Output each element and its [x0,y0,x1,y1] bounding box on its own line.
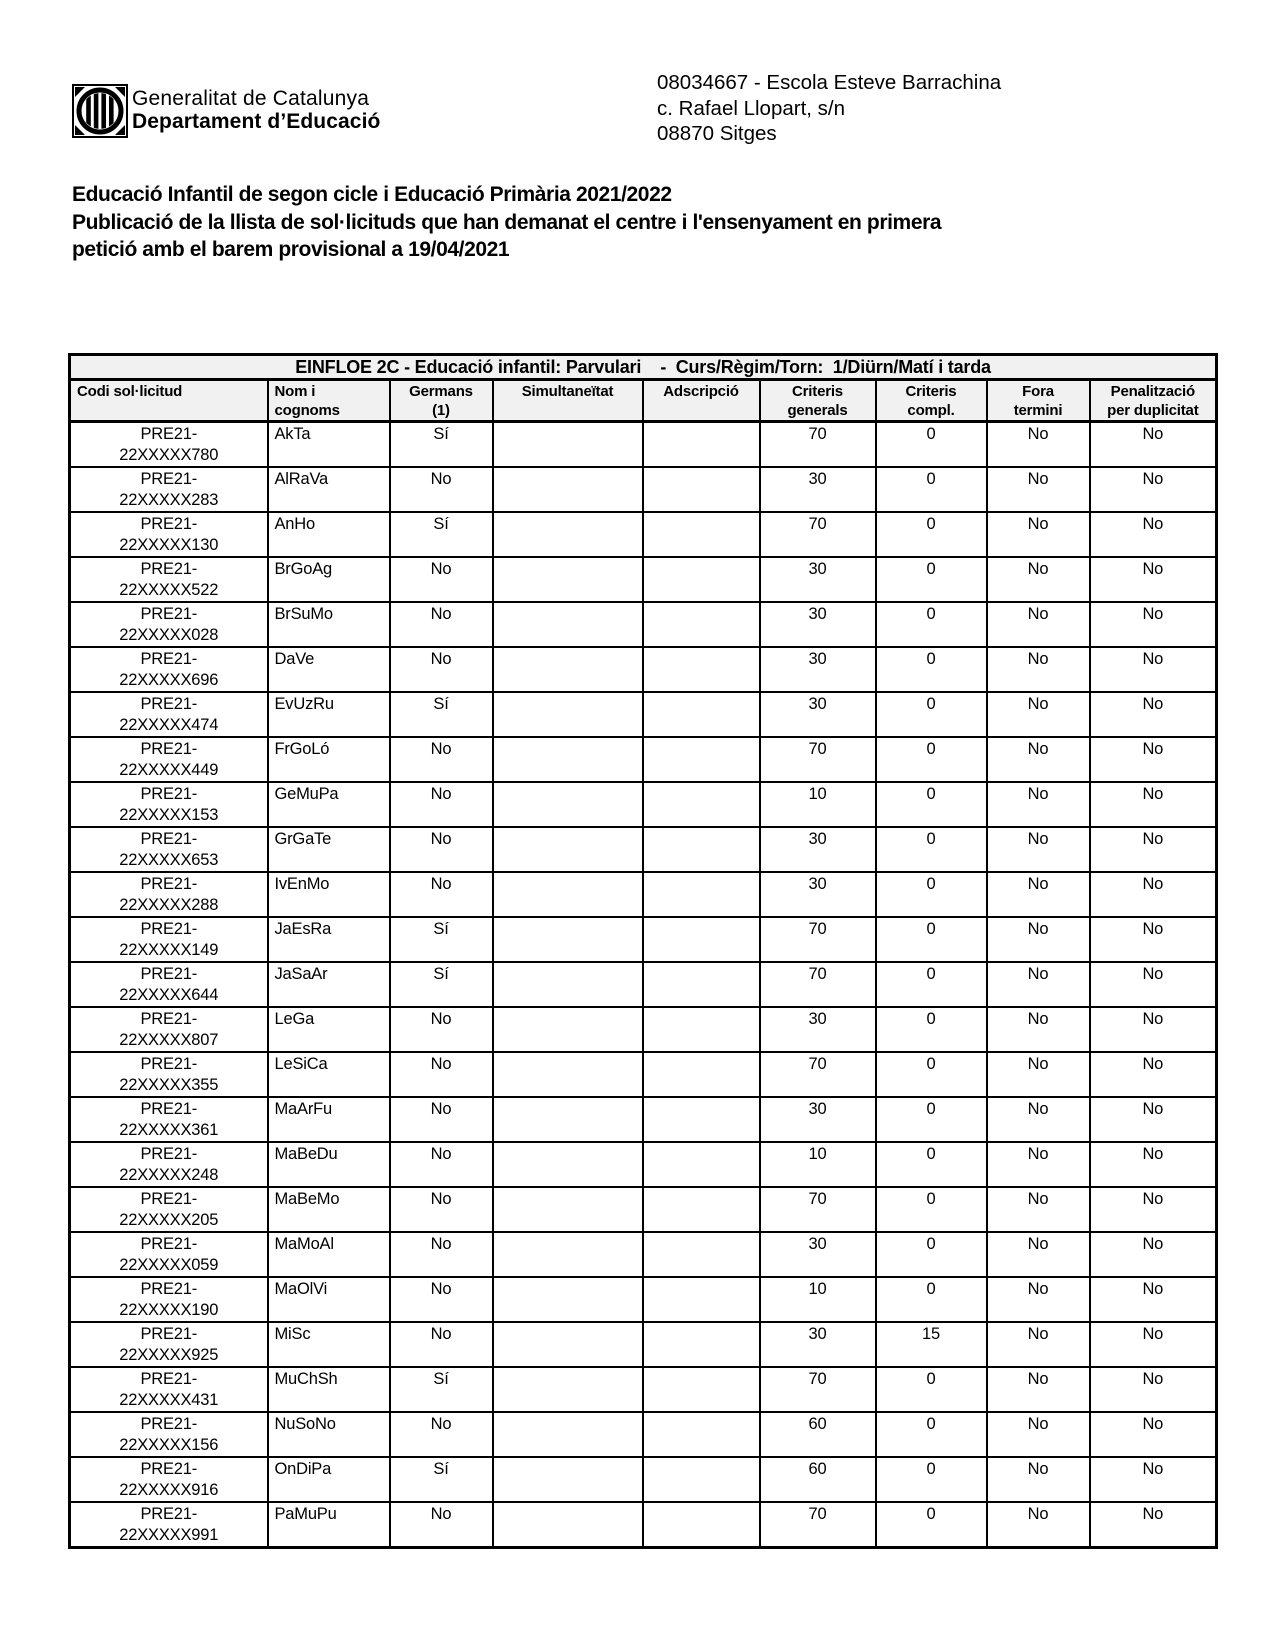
cell-simultaneitat [493,827,643,872]
table-row [70,1097,1217,1142]
cell-criteris-generals: 30 [760,692,876,737]
cell-criteris-compl: 0 [876,1142,987,1187]
col-header-codi: Codi sol·licitud [70,380,268,422]
cell-criteris-generals: 30 [760,602,876,647]
cell-adscripcio [643,692,760,737]
table-row [70,1322,1217,1367]
cell-germans: No [390,827,493,872]
col-header-germans: Germans (1) [390,380,493,422]
cell-simultaneitat [493,872,643,917]
cell-adscripcio [643,647,760,692]
cell-criteris-generals: 30 [760,1232,876,1277]
cell-codi-sollicitud: PRE21- 22XXXXX644 [70,962,268,1007]
cell-germans: No [390,1007,493,1052]
cell-fora-termini: No [987,1142,1090,1187]
cell-criteris-generals: 70 [760,917,876,962]
cell-criteris-compl: 0 [876,1367,987,1412]
cell-penalitzacio: No [1090,737,1217,782]
cell-simultaneitat [493,602,643,647]
cell-germans: No [390,602,493,647]
cell-adscripcio [643,1502,760,1548]
cell-simultaneitat [493,647,643,692]
cell-germans: No [390,557,493,602]
group-header: EINFLOE 2C - Educació infantil: Parvulari - Curs/Règim/Torn: 1/Diürn/Matí i tarda [70,355,1217,380]
brand-org-name: Generalitat de Catalunya [132,87,370,110]
cell-penalitzacio: No [1090,1052,1217,1097]
cell-codi-sollicitud: PRE21- 22XXXXX205 [70,1187,268,1232]
table-row [70,872,1217,917]
cell-criteris-generals: 30 [760,1097,876,1142]
cell-codi-sollicitud: PRE21- 22XXXXX156 [70,1412,268,1457]
table-row [70,467,1217,512]
cell-fora-termini: No [987,872,1090,917]
cell-criteris-compl: 0 [876,782,987,827]
cell-nom-cognoms: MiSc [268,1322,390,1367]
table-row [70,692,1217,737]
cell-codi-sollicitud: PRE21- 22XXXXX474 [70,692,268,737]
cell-fora-termini: No [987,1232,1090,1277]
cell-criteris-compl: 0 [876,692,987,737]
table-row [70,557,1217,602]
cell-criteris-compl: 0 [876,1187,987,1232]
cell-germans: No [390,1277,493,1322]
table-row [70,647,1217,692]
cell-simultaneitat [493,1232,643,1277]
cell-fora-termini: No [987,782,1090,827]
cell-criteris-compl: 15 [876,1322,987,1367]
cell-adscripcio [643,602,760,647]
cell-nom-cognoms: LeGa [268,1007,390,1052]
cell-germans: No [390,1232,493,1277]
school-city: 08870 Sitges [657,122,777,145]
cell-fora-termini: No [987,1367,1090,1412]
table-row [70,1007,1217,1052]
cell-adscripcio [643,827,760,872]
cell-simultaneitat [493,512,643,557]
cell-penalitzacio: No [1090,1367,1217,1412]
col-header-nom: Nom i cognoms [268,380,390,422]
table-row [70,782,1217,827]
cell-adscripcio [643,1457,760,1502]
cell-codi-sollicitud: PRE21- 22XXXXX190 [70,1277,268,1322]
cell-nom-cognoms: GeMuPa [268,782,390,827]
cell-adscripcio [643,782,760,827]
cell-nom-cognoms: LeSiCa [268,1052,390,1097]
cell-criteris-compl: 0 [876,1007,987,1052]
cell-germans: No [390,1502,493,1548]
page-title [72,181,941,264]
cell-simultaneitat [493,1457,643,1502]
cell-germans: Sí [390,512,493,557]
cell-criteris-compl: 0 [876,1457,987,1502]
table-row [70,1502,1217,1548]
cell-germans: No [390,647,493,692]
cell-penalitzacio: No [1090,1502,1217,1548]
cell-nom-cognoms: JaSaAr [268,962,390,1007]
cell-germans: Sí [390,1457,493,1502]
cell-criteris-compl: 0 [876,827,987,872]
cell-codi-sollicitud: PRE21- 22XXXXX149 [70,917,268,962]
table-row [70,1187,1217,1232]
school-address [657,70,1001,147]
cell-fora-termini: No [987,602,1090,647]
cell-criteris-compl: 0 [876,512,987,557]
cell-criteris-generals: 60 [760,1412,876,1457]
cell-penalitzacio: No [1090,1412,1217,1457]
cell-nom-cognoms: BrGoAg [268,557,390,602]
cell-codi-sollicitud: PRE21- 22XXXXX449 [70,737,268,782]
cell-nom-cognoms: DaVe [268,647,390,692]
cell-simultaneitat [493,1277,643,1322]
cell-simultaneitat [493,692,643,737]
cell-germans: No [390,1142,493,1187]
cell-simultaneitat [493,1187,643,1232]
cell-criteris-generals: 70 [760,962,876,1007]
cell-nom-cognoms: OnDiPa [268,1457,390,1502]
table-row [70,1412,1217,1457]
table-body [70,422,1217,1548]
cell-penalitzacio: No [1090,602,1217,647]
cell-codi-sollicitud: PRE21- 22XXXXX028 [70,602,268,647]
cell-nom-cognoms: MaMoAl [268,1232,390,1277]
cell-codi-sollicitud: PRE21- 22XXXXX916 [70,1457,268,1502]
cell-adscripcio [643,1007,760,1052]
cell-codi-sollicitud: PRE21- 22XXXXX130 [70,512,268,557]
cell-germans: No [390,1052,493,1097]
cell-nom-cognoms: BrSuMo [268,602,390,647]
cell-adscripcio [643,1142,760,1187]
cell-criteris-generals: 30 [760,827,876,872]
cell-penalitzacio: No [1090,1232,1217,1277]
cell-fora-termini: No [987,422,1090,468]
cell-simultaneitat [493,557,643,602]
cell-simultaneitat [493,467,643,512]
cell-adscripcio [643,1052,760,1097]
cell-fora-termini: No [987,1277,1090,1322]
table-row [70,1277,1217,1322]
cell-germans: Sí [390,917,493,962]
cell-criteris-compl: 0 [876,1097,987,1142]
cell-germans: No [390,782,493,827]
cell-adscripcio [643,1187,760,1232]
cell-fora-termini: No [987,1322,1090,1367]
school-street: c. Rafael Llopart, s/n [657,96,846,120]
cell-adscripcio [643,1367,760,1412]
cell-simultaneitat [493,1322,643,1367]
cell-nom-cognoms: AnHo [268,512,390,557]
cell-adscripcio [643,1277,760,1322]
table-row [70,917,1217,962]
cell-germans: No [390,737,493,782]
brand-dept-name: Departament d’Educació [132,110,381,133]
table-row [70,737,1217,782]
cell-simultaneitat [493,1007,643,1052]
cell-codi-sollicitud: PRE21- 22XXXXX991 [70,1502,268,1548]
col-header-simultaneitat: Simultaneïtat [493,380,643,422]
title-line-1: Educació Infantil de segon cicle i Educació Primària 2021/2022 [72,183,672,206]
cell-criteris-generals: 10 [760,782,876,827]
cell-adscripcio [643,962,760,1007]
cell-criteris-compl: 0 [876,737,987,782]
cell-penalitzacio: No [1090,692,1217,737]
cell-criteris-compl: 0 [876,1232,987,1277]
cell-criteris-compl: 0 [876,422,987,468]
cell-criteris-generals: 10 [760,1142,876,1187]
cell-codi-sollicitud: PRE21- 22XXXXX283 [70,467,268,512]
cell-penalitzacio: No [1090,1007,1217,1052]
cell-fora-termini: No [987,1007,1090,1052]
cell-germans: Sí [390,962,493,1007]
cell-penalitzacio: No [1090,647,1217,692]
cell-simultaneitat [493,1502,643,1548]
cell-germans: No [390,467,493,512]
cell-germans: No [390,872,493,917]
cell-adscripcio [643,737,760,782]
cell-germans: No [390,1187,493,1232]
cell-adscripcio [643,512,760,557]
brand-text [132,87,380,133]
cell-adscripcio [643,422,760,468]
cell-fora-termini: No [987,647,1090,692]
school-code-name: 08034667 - Escola Esteve Barrachina [657,71,1002,94]
cell-nom-cognoms: FrGoLó [268,737,390,782]
cell-fora-termini: No [987,1457,1090,1502]
cell-germans: No [390,1412,493,1457]
cell-simultaneitat [493,1367,643,1412]
cell-penalitzacio: No [1090,782,1217,827]
cell-adscripcio [643,467,760,512]
table-row [70,1142,1217,1187]
cell-simultaneitat [493,422,643,468]
cell-germans: Sí [390,422,493,468]
cell-penalitzacio: No [1090,512,1217,557]
table-row [70,827,1217,872]
cell-germans: Sí [390,1367,493,1412]
cell-nom-cognoms: JaEsRa [268,917,390,962]
cell-criteris-compl: 0 [876,1052,987,1097]
cell-criteris-generals: 70 [760,737,876,782]
cell-penalitzacio: No [1090,1187,1217,1232]
cell-simultaneitat [493,962,643,1007]
col-header-adscripcio: Adscripció [643,380,760,422]
cell-criteris-generals: 30 [760,557,876,602]
cell-nom-cognoms: IvEnMo [268,872,390,917]
cell-criteris-generals: 60 [760,1457,876,1502]
cell-criteris-compl: 0 [876,467,987,512]
cell-penalitzacio: No [1090,1142,1217,1187]
table-row [70,512,1217,557]
cell-simultaneitat [493,917,643,962]
col-header-fora-termini: Fora termini [987,380,1090,422]
group-header-row [70,355,1217,380]
cell-criteris-generals: 30 [760,1322,876,1367]
cell-criteris-generals: 70 [760,1502,876,1548]
table-row [70,1367,1217,1412]
cell-codi-sollicitud: PRE21- 22XXXXX807 [70,1007,268,1052]
cell-germans: Sí [390,692,493,737]
cell-codi-sollicitud: PRE21- 22XXXXX925 [70,1322,268,1367]
cell-simultaneitat [493,1412,643,1457]
cell-penalitzacio: No [1090,1277,1217,1322]
cell-fora-termini: No [987,1097,1090,1142]
cell-penalitzacio: No [1090,422,1217,468]
cell-simultaneitat [493,1142,643,1187]
cell-codi-sollicitud: PRE21- 22XXXXX355 [70,1052,268,1097]
cell-germans: No [390,1322,493,1367]
cell-adscripcio [643,557,760,602]
cell-nom-cognoms: EvUzRu [268,692,390,737]
cell-codi-sollicitud: PRE21- 22XXXXX653 [70,827,268,872]
cell-criteris-compl: 0 [876,1277,987,1322]
cell-codi-sollicitud: PRE21- 22XXXXX153 [70,782,268,827]
cell-penalitzacio: No [1090,467,1217,512]
cell-fora-termini: No [987,512,1090,557]
cell-fora-termini: No [987,1052,1090,1097]
cell-fora-termini: No [987,962,1090,1007]
cell-fora-termini: No [987,692,1090,737]
cell-adscripcio [643,872,760,917]
cell-criteris-compl: 0 [876,647,987,692]
cell-nom-cognoms: GrGaTe [268,827,390,872]
cell-criteris-generals: 30 [760,872,876,917]
cell-criteris-generals: 70 [760,512,876,557]
cell-penalitzacio: No [1090,1097,1217,1142]
cell-codi-sollicitud: PRE21- 22XXXXX696 [70,647,268,692]
cell-penalitzacio: No [1090,557,1217,602]
cell-nom-cognoms: MaBeDu [268,1142,390,1187]
cell-nom-cognoms: MaOlVi [268,1277,390,1322]
cell-criteris-generals: 30 [760,1007,876,1052]
cell-simultaneitat [493,1052,643,1097]
cell-fora-termini: No [987,1187,1090,1232]
cell-adscripcio [643,1232,760,1277]
cell-penalitzacio: No [1090,1457,1217,1502]
cell-codi-sollicitud: PRE21- 22XXXXX522 [70,557,268,602]
cell-criteris-compl: 0 [876,602,987,647]
col-header-penalitzacio: Penalització per duplicitat [1090,380,1217,422]
cell-fora-termini: No [987,557,1090,602]
table-row [70,422,1217,468]
cell-nom-cognoms: MaBeMo [268,1187,390,1232]
cell-adscripcio [643,917,760,962]
cell-fora-termini: No [987,917,1090,962]
cell-criteris-generals: 10 [760,1277,876,1322]
cell-criteris-compl: 0 [876,1502,987,1548]
cell-codi-sollicitud: PRE21- 22XXXXX248 [70,1142,268,1187]
cell-codi-sollicitud: PRE21- 22XXXXX431 [70,1367,268,1412]
cell-germans: No [390,1097,493,1142]
cell-criteris-generals: 70 [760,1187,876,1232]
cell-criteris-compl: 0 [876,1412,987,1457]
cell-penalitzacio: No [1090,917,1217,962]
cell-penalitzacio: No [1090,962,1217,1007]
cell-penalitzacio: No [1090,872,1217,917]
column-header-row [70,380,1217,422]
cell-adscripcio [643,1412,760,1457]
cell-codi-sollicitud: PRE21- 22XXXXX059 [70,1232,268,1277]
cell-fora-termini: No [987,467,1090,512]
table-row [70,1052,1217,1097]
generalitat-senyera-logo-icon [72,84,128,138]
table-row [70,602,1217,647]
cell-criteris-generals: 70 [760,1367,876,1412]
col-header-criteris-compl: Criteris compl. [876,380,987,422]
title-line-3: petició amb el barem provisional a 19/04/2021 [72,238,510,261]
cell-criteris-generals: 30 [760,647,876,692]
cell-fora-termini: No [987,737,1090,782]
cell-simultaneitat [493,1097,643,1142]
cell-simultaneitat [493,782,643,827]
cell-simultaneitat [493,737,643,782]
cell-penalitzacio: No [1090,827,1217,872]
cell-criteris-compl: 0 [876,962,987,1007]
cell-criteris-generals: 70 [760,422,876,468]
cell-nom-cognoms: AlRaVa [268,467,390,512]
cell-criteris-compl: 0 [876,917,987,962]
cell-criteris-compl: 0 [876,557,987,602]
cell-nom-cognoms: PaMuPu [268,1502,390,1548]
table-row [70,962,1217,1007]
cell-adscripcio [643,1097,760,1142]
cell-criteris-generals: 70 [760,1052,876,1097]
applications-table [68,353,1218,1549]
cell-fora-termini: No [987,1412,1090,1457]
cell-penalitzacio: No [1090,1322,1217,1367]
title-line-2: Publicació de la llista de sol·licituds que han demanat el centre i l'ensenyament en primera [72,210,942,234]
cell-nom-cognoms: MaArFu [268,1097,390,1142]
cell-codi-sollicitud: PRE21- 22XXXXX288 [70,872,268,917]
table-row [70,1457,1217,1502]
cell-adscripcio [643,1322,760,1367]
applications-table-wrapper [68,353,1215,1549]
cell-nom-cognoms: AkTa [268,422,390,468]
cell-nom-cognoms: NuSoNo [268,1412,390,1457]
col-header-criteris-generals: Criteris generals [760,380,876,422]
table-row [70,1232,1217,1277]
cell-fora-termini: No [987,1502,1090,1548]
cell-nom-cognoms: MuChSh [268,1367,390,1412]
cell-codi-sollicitud: PRE21- 22XXXXX361 [70,1097,268,1142]
cell-fora-termini: No [987,827,1090,872]
cell-codi-sollicitud: PRE21- 22XXXXX780 [70,422,268,468]
cell-criteris-compl: 0 [876,872,987,917]
cell-criteris-generals: 30 [760,467,876,512]
